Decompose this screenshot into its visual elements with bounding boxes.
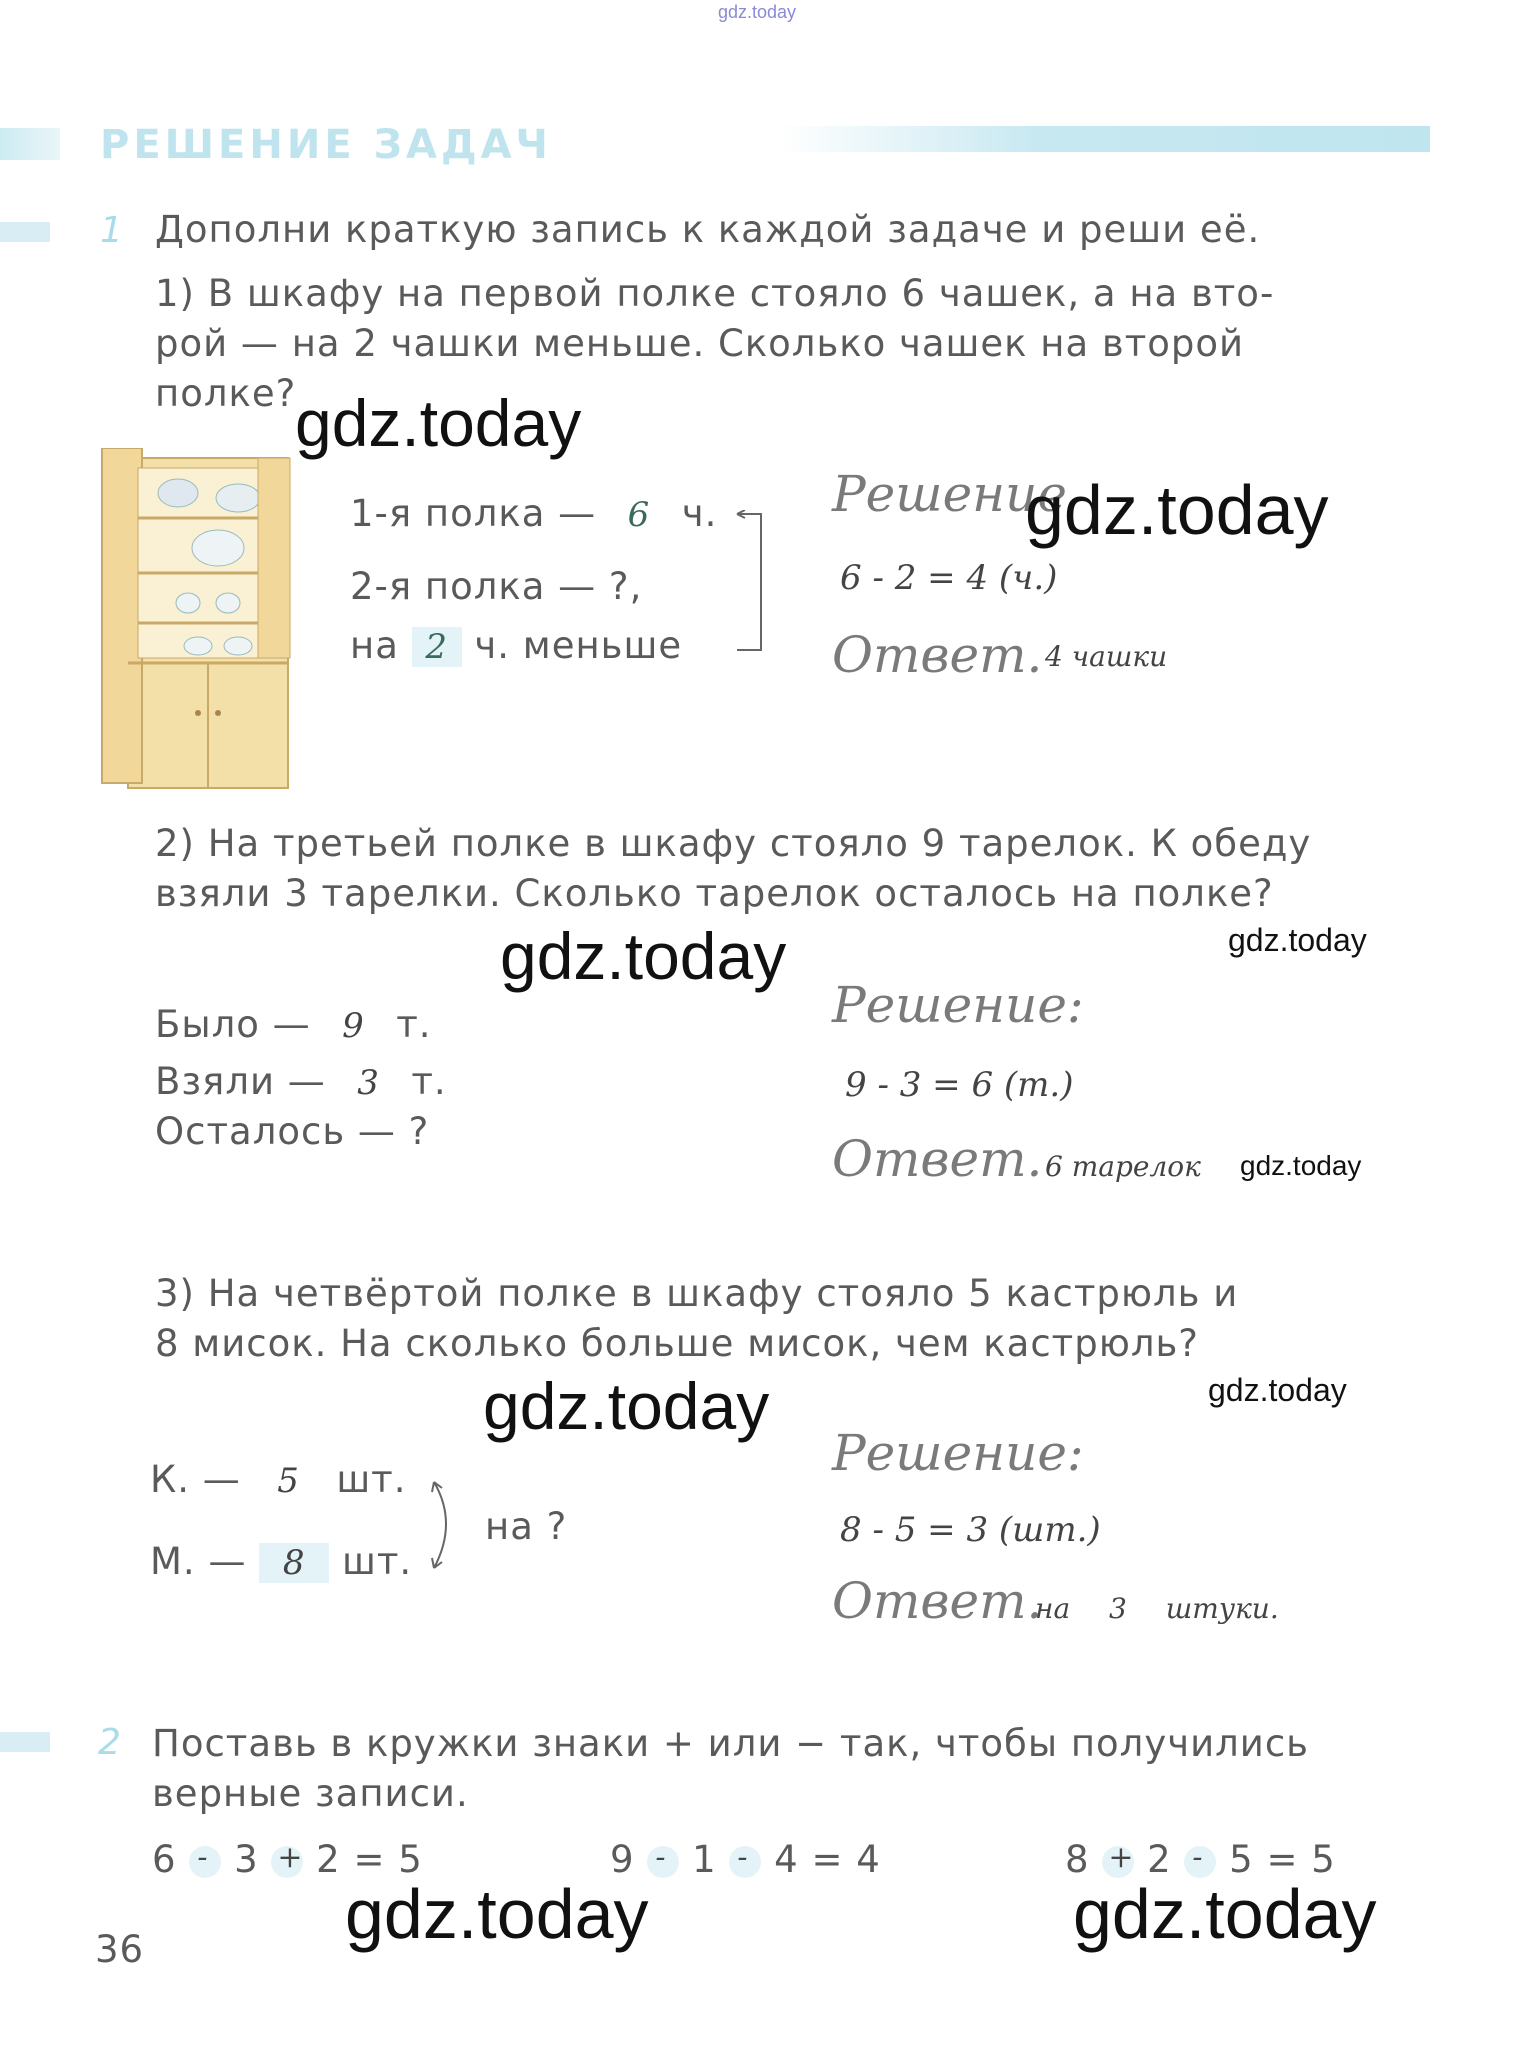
task1-marker: [0, 222, 50, 242]
expr1-sign2-circle[interactable]: [271, 1839, 304, 1878]
expr2-sign1: -: [655, 1839, 667, 1875]
p2-row1-label: Было —: [155, 1003, 311, 1046]
section-title: РЕШЕНИЕ ЗАДАЧ: [100, 122, 552, 168]
expr2-sign2-circle[interactable]: [729, 1839, 761, 1878]
p2-row2-value[interactable]: 3: [357, 1063, 380, 1103]
p1-answer[interactable]: 4 чашки: [1045, 640, 1168, 673]
task2-number: 2: [98, 1722, 121, 1763]
p2-row1-unit: т.: [396, 1003, 432, 1046]
task2-text-line2: верные записи.: [152, 1772, 469, 1815]
p3-row2-label: М. —: [150, 1540, 247, 1583]
watermark-4: gdz.today: [1228, 922, 1367, 958]
expr2-b: 1: [692, 1838, 717, 1881]
expr1-sign2: +: [277, 1839, 304, 1875]
p3-equation[interactable]: 8 - 5 = 3 (шт.): [840, 1510, 1101, 1550]
p2-solution-label: Решение:: [832, 976, 1084, 1034]
expr1-c: 2: [316, 1838, 341, 1881]
watermark-9: gdz.today: [1073, 1875, 1377, 1953]
p2-text-line2: взяли 3 тарелки. Сколько тарелок осталось на полке?: [155, 872, 1274, 915]
header-stripe-right: [780, 126, 1430, 152]
expr2-result: = 4: [811, 1838, 881, 1881]
p1-text-line1: 1) В шкафу на первой полке стояло 6 чашек, а на вто-: [155, 272, 1275, 315]
expr1-sign1: -: [197, 1839, 209, 1875]
p1-row1-unit: ч.: [681, 492, 718, 535]
p3-row1-value[interactable]: 5: [277, 1461, 300, 1501]
watermark-7: gdz.today: [1208, 1372, 1347, 1408]
p1-equation[interactable]: 6 - 2 = 4 (ч.): [840, 558, 1058, 598]
p2-row2: [155, 1060, 447, 1103]
p3-text-line2: 8 мисок. На сколько больше мисок, чем кастрюль?: [155, 1322, 1199, 1365]
expr3-a: 8: [1065, 1838, 1090, 1881]
p1-solution-label: Решение: [832, 465, 1067, 523]
expr2-a: 9: [610, 1838, 635, 1881]
p1-row3-pre: на: [350, 624, 399, 667]
watermark-6: gdz.today: [483, 1369, 770, 1443]
task1-instruction: Дополни краткую запись к каждой задаче и реши её.: [155, 208, 1261, 251]
p2-row3: Осталось — ?: [155, 1110, 430, 1153]
p3-text-line1: 3) На четвёртой полке в шкафу стояло 5 кастрюль и: [155, 1272, 1239, 1315]
expr1-sign1-circle[interactable]: [189, 1839, 221, 1878]
expr3-sign2-circle[interactable]: [1184, 1839, 1216, 1878]
watermark-3: gdz.today: [500, 919, 787, 993]
p2-text-line1: 2) На третьей полке в шкафу стояло 9 тарелок. К обеду: [155, 822, 1312, 865]
expr1-a: 6: [152, 1838, 177, 1881]
expr3-result: = 5: [1266, 1838, 1336, 1881]
header-stripe-left: [0, 128, 60, 160]
p2-row1-value[interactable]: 9: [342, 1006, 365, 1046]
p3-row1: [150, 1458, 407, 1501]
p1-row2: 2-я полка — ?,: [350, 565, 643, 608]
p1-answer-label: Ответ.: [832, 626, 1043, 684]
p1-row3: [350, 624, 682, 667]
watermark-8: gdz.today: [345, 1875, 649, 1953]
p1-row3-post: ч. меньше: [474, 624, 683, 667]
p3-answer[interactable]: на 3 штуки.: [1035, 1592, 1279, 1625]
expr3-sign1: +: [1108, 1839, 1135, 1875]
p3-row1-label: К. —: [150, 1458, 241, 1501]
p1-text-line3: полке?: [155, 372, 297, 415]
watermark-2: gdz.today: [1025, 471, 1329, 549]
watermark-1: gdz.today: [295, 386, 582, 460]
p2-answer[interactable]: 6 тарелок: [1045, 1150, 1201, 1183]
p1-row3-value[interactable]: 2: [412, 627, 462, 667]
p3-answer-label: Ответ.: [832, 1572, 1043, 1630]
expr3-sign2: -: [1192, 1839, 1204, 1875]
expr3-sign1-circle[interactable]: [1102, 1839, 1135, 1878]
p3-bracket-label: на ?: [485, 1505, 568, 1548]
p1-text-line2: рой — на 2 чашки меньше. Сколько чашек на второй: [155, 322, 1245, 365]
expr2-sign1-circle[interactable]: [647, 1839, 679, 1878]
expr2-sign2: -: [737, 1839, 749, 1875]
task2-text-line1: Поставь в кружки знаки + или − так, чтобы получились: [152, 1722, 1309, 1765]
p3-row2-unit: шт.: [341, 1540, 413, 1583]
expr2-c: 4: [774, 1838, 799, 1881]
p2-equation[interactable]: 9 - 3 = 6 (т.): [845, 1065, 1074, 1105]
expr3-b: 2: [1147, 1838, 1172, 1881]
task2-marker: [0, 1732, 50, 1752]
p3-solution-label: Решение:: [832, 1424, 1084, 1482]
expr3-c: 5: [1229, 1838, 1254, 1881]
p2-row2-unit: т.: [411, 1060, 447, 1103]
task1-number: 1: [100, 210, 123, 251]
p1-bracket: [735, 510, 765, 655]
p2-answer-label: Ответ.: [832, 1130, 1043, 1188]
p1-row1-label: 1-я полка —: [350, 492, 597, 535]
p1-row1: [350, 492, 717, 535]
cupboard-illustration: [98, 448, 298, 793]
p3-row1-unit: шт.: [336, 1458, 407, 1501]
expr1-result: = 5: [353, 1838, 423, 1881]
task2-expression-2: [610, 1838, 881, 1881]
expr1-b: 3: [234, 1838, 259, 1881]
p3-row2-value[interactable]: 8: [259, 1543, 329, 1583]
top-watermark: gdz.today: [718, 2, 797, 22]
p3-bracket: [430, 1478, 460, 1573]
p2-row2-label: Взяли —: [155, 1060, 326, 1103]
p2-row1: [155, 1003, 432, 1046]
page-number: 36: [95, 1928, 145, 1971]
p3-row2: [150, 1540, 412, 1583]
p1-row1-value[interactable]: 6: [627, 495, 651, 535]
watermark-5: gdz.today: [1240, 1150, 1362, 1181]
